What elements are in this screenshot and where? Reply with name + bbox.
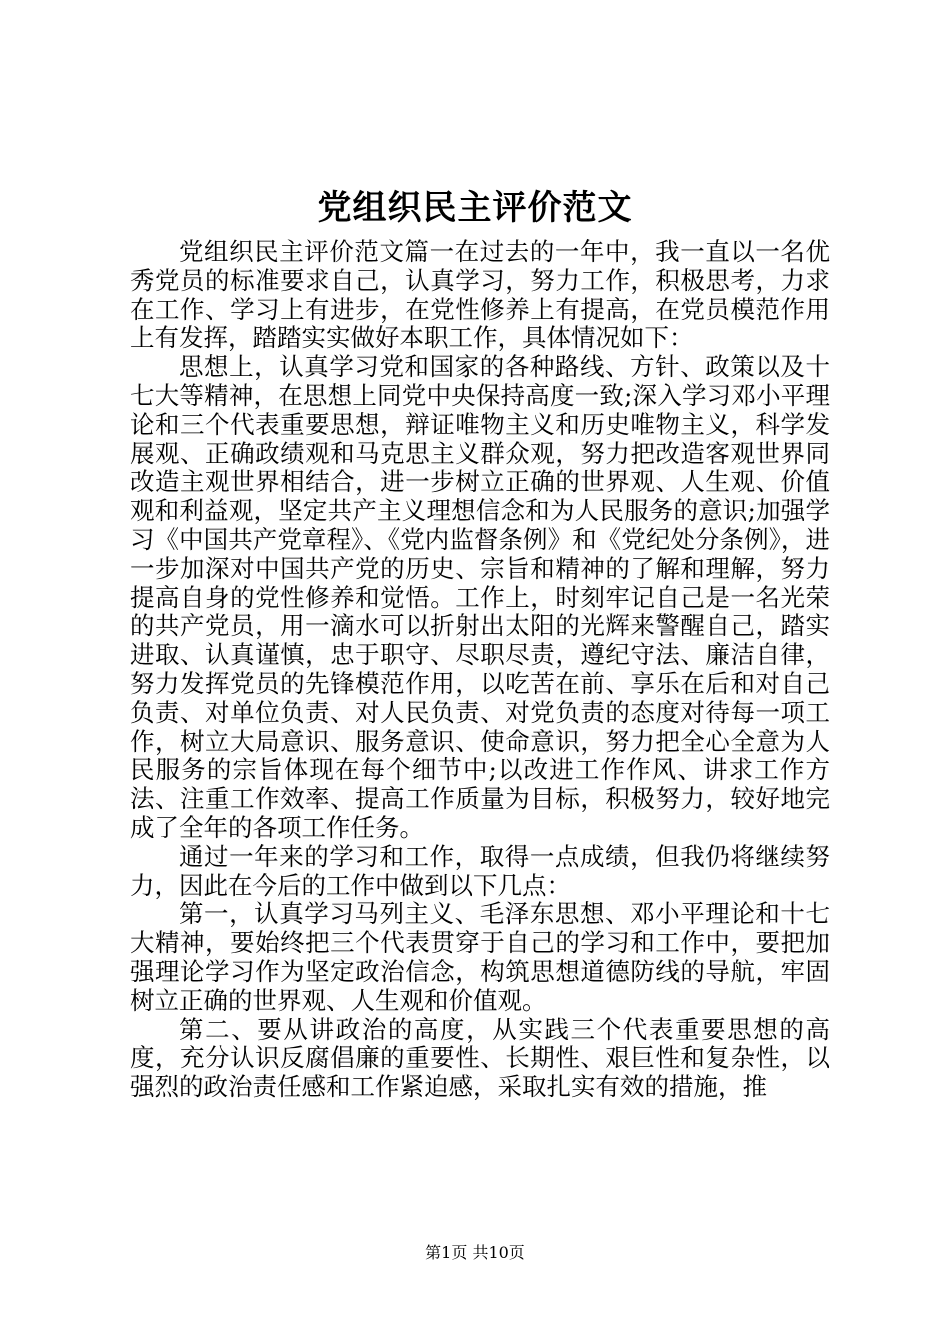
paragraph-point-two: 第二、要从讲政治的高度，从实践三个代表重要思想的高度，充分认识反腐倡廉的重要性、长期性、艰巨性和复杂性，以强烈的政治责任感和工作紧迫感，采取扎实有效的措施，推: [130, 1014, 830, 1102]
document-body: [130, 238, 830, 1102]
paragraph-summary: 通过一年来的学习和工作，取得一点成绩，但我仍将继续努力，因此在今后的工作中做到以下几点：: [130, 841, 830, 900]
paragraph-point-one: 第一，认真学习马列主义、毛泽东思想、邓小平理论和十七大精神，要始终把三个代表贯穿于自己的学习和工作中，要把加强理论学习作为坚定政治信念，构筑思想道德防线的导航，牢固树立正确的世界观、人生观和价值观。: [130, 899, 830, 1015]
document-title: 党组织民主评价范文: [317, 188, 633, 228]
page-number-footer: 第1页 共10页: [425, 1243, 525, 1262]
paragraph-intro: 党组织民主评价范文篇一在过去的一年中，我一直以一名优秀党员的标准要求自己，认真学习，努力工作，积极思考，力求在工作、学习上有进步，在党性修养上有提高，在党员模范作用上有发挥，踏踏实实做好本职工作，具体情况如下：: [130, 237, 830, 353]
paragraph-thought-work: 思想上，认真学习党和国家的各种路线、方针、政策以及十七大等精神，在思想上同党中央保持高度一致;深入学习邓小平理论和三个代表重要思想，辩证唯物主义和历史唯物主义，科学发展观、正确政绩观和马克思主义群众观，努力把改造客观世界同改造主观世界相结合，进一步树立正确的世界观、人生观、价值观和利益观，坚定共产主义理想信念和为人民服务的意识;加强学习《中国共产党章程》、《党内监督条例》和《党纪处分条例》，进一步加深对中国共产党的历史、宗旨和精神的了解和理解，努力提高自身的党性修养和觉悟。工作上，时刻牢记自己是一名光荣的共产党员，用一滴水可以折射出太阳的光辉来警醒自己，踏实进取、认真谨慎，忠于职守、尽职尽责，遵纪守法、廉洁自律，努力发挥党员的先锋模范作用，以吃苦在前、享乐在后和对自己负责、对单位负责、对人民负责、对党负责的态度对待每一项工作，树立大局意识、服务意识、使命意识，努力把全心全意为人民服务的宗旨体现在每个细节中;以改进工作作风、讲求工作方法、注重工作效率、提高工作质量为目标，积极努力，较好地完成了全年的各项工作任务。: [130, 352, 830, 842]
